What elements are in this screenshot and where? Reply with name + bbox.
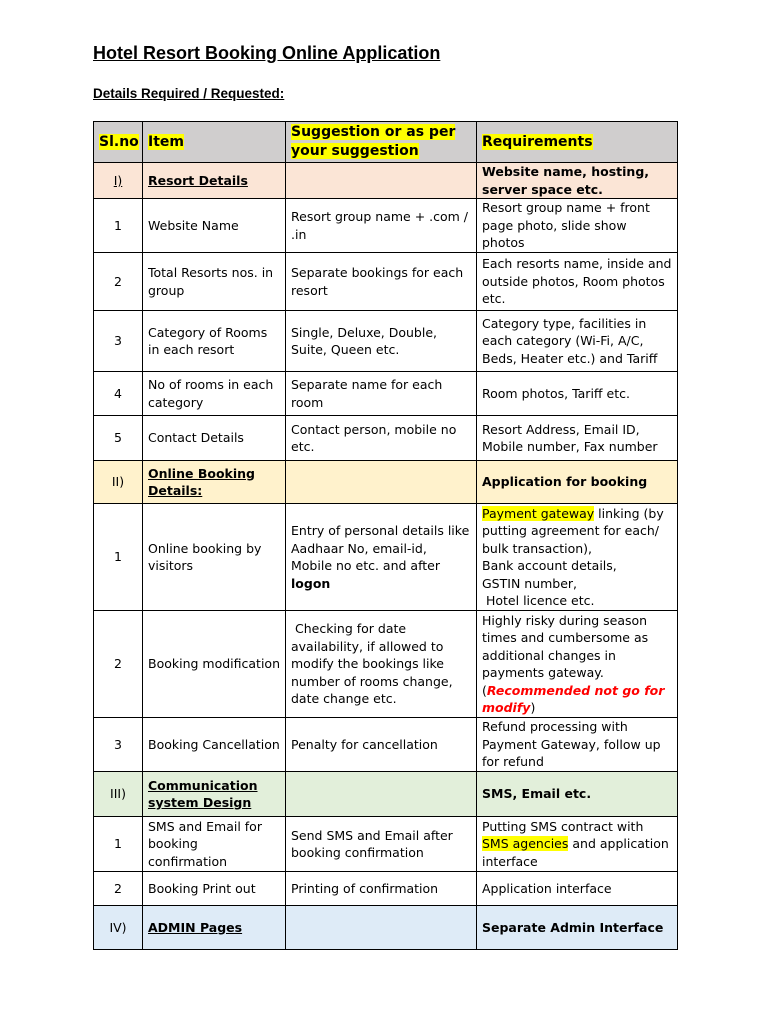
header-requirements: Requirements	[477, 122, 678, 163]
row-suggestion: Separate bookings for each resort	[286, 253, 477, 311]
row-requirement: Refund processing with Payment Gateway, follow up for refund	[477, 718, 678, 772]
section-name: ADMIN Pages	[143, 906, 286, 950]
section-row-admin	[94, 906, 678, 950]
table-row	[94, 416, 678, 461]
header-slno: Sl.no	[94, 122, 143, 163]
section-requirement: Application for booking	[477, 461, 678, 504]
row-suggestion: Resort group name + .com / .in	[286, 199, 477, 253]
row-number: 5	[94, 416, 143, 461]
document-subtitle: Details Required / Requested:	[93, 86, 285, 101]
row-suggestion: Separate name for each room	[286, 372, 477, 416]
row-item: SMS and Email for booking confirmation	[143, 817, 286, 872]
table-row	[94, 504, 678, 611]
row-number: 2	[94, 611, 143, 718]
row-requirement: Category type, facilities in each category (Wi-Fi, A/C, Beds, Heater etc.) and Tariff	[477, 311, 678, 372]
booking-requirements-table	[93, 121, 678, 950]
row-suggestion: Penalty for cancellation	[286, 718, 477, 772]
row-item: Contact Details	[143, 416, 286, 461]
row-item: Booking modification	[143, 611, 286, 718]
row-suggestion: Printing of confirmation	[286, 872, 477, 906]
table-row	[94, 817, 678, 872]
table-row	[94, 872, 678, 906]
row-suggestion: Contact person, mobile no etc.	[286, 416, 477, 461]
section-name: Communication system Design	[143, 772, 286, 817]
row-requirement: Putting SMS contract with SMS agencies and application interface	[477, 817, 678, 872]
row-number: 1	[94, 817, 143, 872]
section-number: IV)	[94, 906, 143, 950]
section-number: III)	[94, 772, 143, 817]
document-title: Hotel Resort Booking Online Application	[93, 43, 441, 63]
payment-gateway-highlight: Payment gateway	[482, 505, 595, 521]
row-suggestion: Entry of personal details like Aadhaar No, email-id, Mobile no etc. and after logon	[286, 504, 477, 611]
table-header-row	[94, 122, 678, 163]
table-row	[94, 611, 678, 718]
row-requirement: Payment gateway linking (by putting agreement for each/ bulk transaction), Bank account details, GSTIN number, Hotel licence etc.	[477, 504, 678, 611]
row-item: Online booking by visitors	[143, 504, 286, 611]
row-item: Website Name	[143, 199, 286, 253]
row-number: 3	[94, 718, 143, 772]
row-item: Booking Cancellation	[143, 718, 286, 772]
section-suggestion-empty	[286, 461, 477, 504]
row-item: No of rooms in each category	[143, 372, 286, 416]
section-suggestion-empty	[286, 772, 477, 817]
row-suggestion: Checking for date availability, if allowed to modify the bookings like number of rooms change, date change etc.	[286, 611, 477, 718]
row-suggestion: Single, Deluxe, Double, Suite, Queen etc.	[286, 311, 477, 372]
section-requirement: SMS, Email etc.	[477, 772, 678, 817]
section-suggestion-empty	[286, 163, 477, 199]
section-name: Online Booking Details:	[143, 461, 286, 504]
header-suggestion: Suggestion or as per your suggestion	[286, 122, 477, 163]
row-number: 1	[94, 504, 143, 611]
row-requirement: Resort Address, Email ID, Mobile number, Fax number	[477, 416, 678, 461]
section-row-online-booking	[94, 461, 678, 504]
row-number: 4	[94, 372, 143, 416]
table-row	[94, 372, 678, 416]
row-item: Booking Print out	[143, 872, 286, 906]
row-number: 1	[94, 199, 143, 253]
row-number: 2	[94, 253, 143, 311]
table-row	[94, 311, 678, 372]
row-number: 2	[94, 872, 143, 906]
table-row	[94, 253, 678, 311]
row-requirement: Highly risky during season times and cumbersome as additional changes in payments gateway. (Recommended not go for modify)	[477, 611, 678, 718]
row-requirement: Resort group name + front page photo, slide show photos	[477, 199, 678, 253]
row-item: Category of Rooms in each resort	[143, 311, 286, 372]
section-row-communication	[94, 772, 678, 817]
row-requirement: Each resorts name, inside and outside photos, Room photos etc.	[477, 253, 678, 311]
row-requirement: Application interface	[477, 872, 678, 906]
sms-agencies-highlight: SMS agencies	[482, 836, 569, 852]
table-row	[94, 199, 678, 253]
section-name: Resort Details	[143, 163, 286, 199]
row-suggestion: Send SMS and Email after booking confirmation	[286, 817, 477, 872]
section-row-resort-details	[94, 163, 678, 199]
section-requirement: Website name, hosting, server space etc.	[477, 163, 678, 199]
row-requirement: Room photos, Tariff etc.	[477, 372, 678, 416]
header-item: Item	[143, 122, 286, 163]
row-item: Total Resorts nos. in group	[143, 253, 286, 311]
section-number: I)	[94, 163, 143, 199]
table-row	[94, 718, 678, 772]
section-suggestion-empty	[286, 906, 477, 950]
section-requirement: Separate Admin Interface	[477, 906, 678, 950]
section-number: II)	[94, 461, 143, 504]
row-number: 3	[94, 311, 143, 372]
recommendation-note: Recommended not go for modify	[482, 682, 665, 715]
